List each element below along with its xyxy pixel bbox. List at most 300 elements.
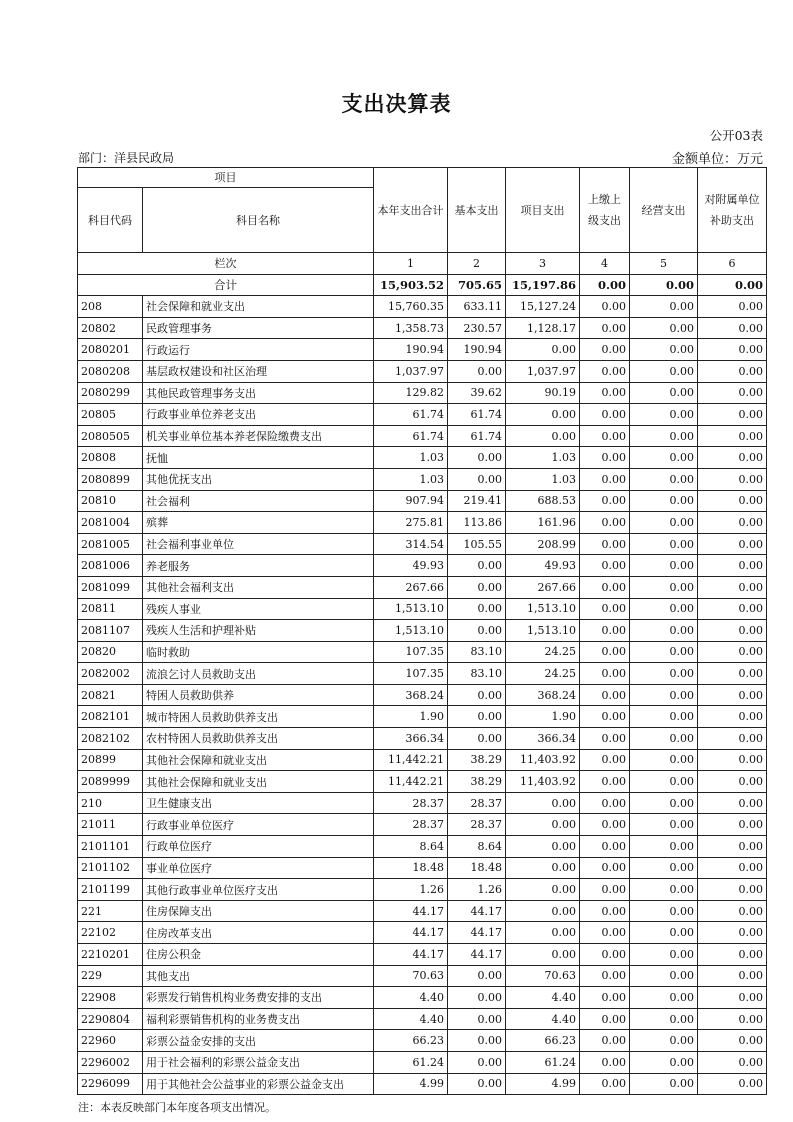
project-expenditure: 49.93 — [506, 555, 580, 577]
upper-payment: 0.00 — [580, 922, 630, 944]
header-code: 科目代码 — [78, 188, 143, 253]
business-expenditure: 0.00 — [630, 490, 698, 512]
subject-name: 行政事业单位养老支出 — [143, 404, 374, 426]
column-index: 3 — [506, 253, 580, 275]
project-expenditure: 0.00 — [506, 425, 580, 447]
project-expenditure: 0.00 — [506, 879, 580, 901]
subsidy-expenditure: 0.00 — [698, 944, 767, 966]
subject-name: 其他支出 — [143, 965, 374, 987]
subsidy-expenditure: 0.00 — [698, 728, 767, 750]
subject-code: 2081099 — [78, 576, 143, 598]
subsidy-expenditure: 0.00 — [698, 663, 767, 685]
total-expenditure: 44.17 — [374, 922, 448, 944]
project-expenditure: 1,128.17 — [506, 317, 580, 339]
subject-name: 抚恤 — [143, 447, 374, 469]
total-expenditure: 49.93 — [374, 555, 448, 577]
project-expenditure: 366.34 — [506, 728, 580, 750]
header-item: 项目 — [78, 168, 374, 188]
column-index: 6 — [698, 253, 767, 275]
upper-payment: 0.00 — [580, 1073, 630, 1095]
table-row — [78, 360, 767, 382]
subject-code: 210 — [78, 792, 143, 814]
upper-payment: 0.00 — [580, 512, 630, 534]
basic-expenditure: 0.00 — [448, 555, 506, 577]
total-expenditure: 4.40 — [374, 987, 448, 1009]
upper-payment: 0.00 — [580, 425, 630, 447]
project-expenditure: 1,513.10 — [506, 620, 580, 642]
basic-expenditure: 190.94 — [448, 339, 506, 361]
upper-payment: 0.00 — [580, 987, 630, 1009]
upper-payment: 0.00 — [580, 468, 630, 490]
business-expenditure: 0.00 — [630, 1051, 698, 1073]
business-expenditure: 0.00 — [630, 296, 698, 318]
upper-payment: 0.00 — [580, 490, 630, 512]
basic-expenditure: 0.00 — [448, 1008, 506, 1030]
subsidy-expenditure: 0.00 — [698, 296, 767, 318]
basic-expenditure: 28.37 — [448, 814, 506, 836]
total-label: 合计 — [78, 274, 374, 296]
subsidy-expenditure: 0.00 — [698, 1051, 767, 1073]
basic-expenditure: 83.10 — [448, 663, 506, 685]
total-expenditure: 1,358.73 — [374, 317, 448, 339]
subsidy-expenditure: 0.00 — [698, 814, 767, 836]
subsidy-expenditure: 0.00 — [698, 512, 767, 534]
subject-code: 2080208 — [78, 360, 143, 382]
table-row — [78, 468, 767, 490]
business-expenditure: 0.00 — [630, 1030, 698, 1052]
table-row — [78, 1030, 767, 1052]
table-row — [78, 663, 767, 685]
business-expenditure: 0.00 — [630, 857, 698, 879]
column-index: 5 — [630, 253, 698, 275]
basic-expenditure: 44.17 — [448, 922, 506, 944]
table-row — [78, 900, 767, 922]
total-value: 15,903.52 — [374, 274, 448, 296]
header-upper: 上缴上级支出 — [580, 168, 630, 253]
total-expenditure: 15,760.35 — [374, 296, 448, 318]
total-expenditure: 11,442.21 — [374, 749, 448, 771]
table-row — [78, 944, 767, 966]
table-row — [78, 512, 767, 534]
total-expenditure: 314.54 — [374, 533, 448, 555]
upper-payment: 0.00 — [580, 749, 630, 771]
upper-payment: 0.00 — [580, 836, 630, 858]
table-row — [78, 771, 767, 793]
project-expenditure: 0.00 — [506, 900, 580, 922]
basic-expenditure: 38.29 — [448, 749, 506, 771]
subject-code: 20805 — [78, 404, 143, 426]
subject-code: 22960 — [78, 1030, 143, 1052]
project-expenditure: 4.40 — [506, 987, 580, 1009]
table-row — [78, 425, 767, 447]
subject-code: 2101102 — [78, 857, 143, 879]
basic-expenditure: 0.00 — [448, 1051, 506, 1073]
business-expenditure: 0.00 — [630, 382, 698, 404]
business-expenditure: 0.00 — [630, 749, 698, 771]
subject-code: 2081006 — [78, 555, 143, 577]
business-expenditure: 0.00 — [630, 944, 698, 966]
table-row — [78, 447, 767, 469]
subsidy-expenditure: 0.00 — [698, 900, 767, 922]
upper-payment: 0.00 — [580, 598, 630, 620]
project-expenditure: 267.66 — [506, 576, 580, 598]
upper-payment: 0.00 — [580, 382, 630, 404]
total-expenditure: 1.03 — [374, 447, 448, 469]
table-row — [78, 576, 767, 598]
subject-code: 2101101 — [78, 836, 143, 858]
business-expenditure: 0.00 — [630, 900, 698, 922]
table-row — [78, 814, 767, 836]
subsidy-expenditure: 0.00 — [698, 771, 767, 793]
table-row — [78, 382, 767, 404]
business-expenditure: 0.00 — [630, 447, 698, 469]
total-expenditure: 44.17 — [374, 900, 448, 922]
subject-name: 社会保障和就业支出 — [143, 296, 374, 318]
subsidy-expenditure: 0.00 — [698, 857, 767, 879]
project-expenditure: 0.00 — [506, 922, 580, 944]
project-expenditure: 1,513.10 — [506, 598, 580, 620]
upper-payment: 0.00 — [580, 317, 630, 339]
total-expenditure: 1,513.10 — [374, 620, 448, 642]
project-expenditure: 688.53 — [506, 490, 580, 512]
basic-expenditure: 18.48 — [448, 857, 506, 879]
project-expenditure: 1.90 — [506, 706, 580, 728]
upper-payment: 0.00 — [580, 641, 630, 663]
subject-name: 城市特困人员救助供养支出 — [143, 706, 374, 728]
subject-code: 20811 — [78, 598, 143, 620]
business-expenditure: 0.00 — [630, 836, 698, 858]
upper-payment: 0.00 — [580, 339, 630, 361]
subject-name: 养老服务 — [143, 555, 374, 577]
table-row — [78, 490, 767, 512]
upper-payment: 0.00 — [580, 1008, 630, 1030]
basic-expenditure: 39.62 — [448, 382, 506, 404]
total-expenditure: 66.23 — [374, 1030, 448, 1052]
project-expenditure: 61.24 — [506, 1051, 580, 1073]
subsidy-expenditure: 0.00 — [698, 339, 767, 361]
subject-code: 2210201 — [78, 944, 143, 966]
total-expenditure: 107.35 — [374, 663, 448, 685]
basic-expenditure: 113.86 — [448, 512, 506, 534]
table-row — [78, 728, 767, 750]
total-expenditure: 11,442.21 — [374, 771, 448, 793]
project-expenditure: 4.99 — [506, 1073, 580, 1095]
total-expenditure: 129.82 — [374, 382, 448, 404]
subsidy-expenditure: 0.00 — [698, 620, 767, 642]
table-row — [78, 922, 767, 944]
total-value: 15,197.86 — [506, 274, 580, 296]
upper-payment: 0.00 — [580, 879, 630, 901]
subject-name: 行政事业单位医疗 — [143, 814, 374, 836]
project-expenditure: 0.00 — [506, 857, 580, 879]
business-expenditure: 0.00 — [630, 1073, 698, 1095]
total-expenditure: 61.74 — [374, 404, 448, 426]
table-row — [78, 533, 767, 555]
table-row — [78, 1008, 767, 1030]
subject-code: 20899 — [78, 749, 143, 771]
upper-payment: 0.00 — [580, 706, 630, 728]
column-index-label: 栏次 — [78, 253, 374, 275]
subject-name: 社会福利事业单位 — [143, 533, 374, 555]
subject-code: 229 — [78, 965, 143, 987]
subject-code: 2296002 — [78, 1051, 143, 1073]
project-expenditure: 0.00 — [506, 792, 580, 814]
business-expenditure: 0.00 — [630, 663, 698, 685]
basic-expenditure: 8.64 — [448, 836, 506, 858]
business-expenditure: 0.00 — [630, 706, 698, 728]
total-expenditure: 907.94 — [374, 490, 448, 512]
subject-name: 机关事业单位基本养老保险缴费支出 — [143, 425, 374, 447]
subject-name: 行政单位医疗 — [143, 836, 374, 858]
basic-expenditure: 61.74 — [448, 404, 506, 426]
upper-payment: 0.00 — [580, 814, 630, 836]
total-expenditure: 1.90 — [374, 706, 448, 728]
total-expenditure: 18.48 — [374, 857, 448, 879]
total-expenditure: 70.63 — [374, 965, 448, 987]
subject-name: 卫生健康支出 — [143, 792, 374, 814]
subject-name: 其他行政事业单位医疗支出 — [143, 879, 374, 901]
subject-code: 20820 — [78, 641, 143, 663]
upper-payment: 0.00 — [580, 944, 630, 966]
subject-code: 2081005 — [78, 533, 143, 555]
subject-code: 2080299 — [78, 382, 143, 404]
column-index: 2 — [448, 253, 506, 275]
subject-name: 残疾人事业 — [143, 598, 374, 620]
subject-name: 彩票发行销售机构业务费安排的支出 — [143, 987, 374, 1009]
total-value: 0.00 — [698, 274, 767, 296]
table-row — [78, 965, 767, 987]
subject-name: 住房保障支出 — [143, 900, 374, 922]
upper-payment: 0.00 — [580, 900, 630, 922]
business-expenditure: 0.00 — [630, 404, 698, 426]
basic-expenditure: 0.00 — [448, 447, 506, 469]
subject-code: 20821 — [78, 684, 143, 706]
upper-payment: 0.00 — [580, 360, 630, 382]
total-expenditure: 28.37 — [374, 792, 448, 814]
footnote: 注：本表反映部门本年度各项支出情况。 — [78, 1101, 276, 1114]
subsidy-expenditure: 0.00 — [698, 836, 767, 858]
table-row — [78, 879, 767, 901]
basic-expenditure: 105.55 — [448, 533, 506, 555]
upper-payment: 0.00 — [580, 1030, 630, 1052]
subsidy-expenditure: 0.00 — [698, 1008, 767, 1030]
column-index: 1 — [374, 253, 448, 275]
subject-code: 2080201 — [78, 339, 143, 361]
project-expenditure: 90.19 — [506, 382, 580, 404]
business-expenditure: 0.00 — [630, 922, 698, 944]
total-expenditure: 8.64 — [374, 836, 448, 858]
total-value: 705.65 — [448, 274, 506, 296]
total-expenditure: 190.94 — [374, 339, 448, 361]
basic-expenditure: 0.00 — [448, 684, 506, 706]
project-expenditure: 161.96 — [506, 512, 580, 534]
basic-expenditure: 61.74 — [448, 425, 506, 447]
subject-code: 2081107 — [78, 620, 143, 642]
subject-name: 住房公积金 — [143, 944, 374, 966]
subject-name: 用于其他社会公益事业的彩票公益金支出 — [143, 1073, 374, 1095]
basic-expenditure: 0.00 — [448, 598, 506, 620]
subsidy-expenditure: 0.00 — [698, 576, 767, 598]
upper-payment: 0.00 — [580, 857, 630, 879]
business-expenditure: 0.00 — [630, 512, 698, 534]
upper-payment: 0.00 — [580, 533, 630, 555]
subsidy-expenditure: 0.00 — [698, 1073, 767, 1095]
upper-payment: 0.00 — [580, 728, 630, 750]
subject-code: 2089999 — [78, 771, 143, 793]
subject-code: 208 — [78, 296, 143, 318]
business-expenditure: 0.00 — [630, 425, 698, 447]
upper-payment: 0.00 — [580, 576, 630, 598]
basic-expenditure: 0.00 — [448, 576, 506, 598]
subject-code: 22908 — [78, 987, 143, 1009]
subsidy-expenditure: 0.00 — [698, 425, 767, 447]
total-expenditure: 275.81 — [374, 512, 448, 534]
upper-payment: 0.00 — [580, 1051, 630, 1073]
upper-payment: 0.00 — [580, 771, 630, 793]
project-expenditure: 66.23 — [506, 1030, 580, 1052]
project-expenditure: 0.00 — [506, 339, 580, 361]
upper-payment: 0.00 — [580, 663, 630, 685]
business-expenditure: 0.00 — [630, 317, 698, 339]
form-number: 公开03表 — [709, 128, 763, 143]
subsidy-expenditure: 0.00 — [698, 404, 767, 426]
basic-expenditure: 0.00 — [448, 987, 506, 1009]
subsidy-expenditure: 0.00 — [698, 555, 767, 577]
total-value: 0.00 — [580, 274, 630, 296]
subject-code: 221 — [78, 900, 143, 922]
subject-name: 其他民政管理事务支出 — [143, 382, 374, 404]
upper-payment: 0.00 — [580, 684, 630, 706]
table-row — [78, 620, 767, 642]
subject-name: 民政管理事务 — [143, 317, 374, 339]
subsidy-expenditure: 0.00 — [698, 684, 767, 706]
total-expenditure: 267.66 — [374, 576, 448, 598]
subject-code: 20808 — [78, 447, 143, 469]
business-expenditure: 0.00 — [630, 1008, 698, 1030]
header-project: 项目支出 — [506, 168, 580, 253]
business-expenditure: 0.00 — [630, 360, 698, 382]
project-expenditure: 208.99 — [506, 533, 580, 555]
business-expenditure: 0.00 — [630, 641, 698, 663]
table-row — [78, 1051, 767, 1073]
subject-name: 残疾人生活和护理补贴 — [143, 620, 374, 642]
business-expenditure: 0.00 — [630, 620, 698, 642]
subsidy-expenditure: 0.00 — [698, 382, 767, 404]
subsidy-expenditure: 0.00 — [698, 749, 767, 771]
subject-name: 福利彩票销售机构的业务费支出 — [143, 1008, 374, 1030]
basic-expenditure: 28.37 — [448, 792, 506, 814]
subsidy-expenditure: 0.00 — [698, 468, 767, 490]
business-expenditure: 0.00 — [630, 533, 698, 555]
table-row — [78, 296, 767, 318]
column-index: 4 — [580, 253, 630, 275]
subject-name: 住房改革支出 — [143, 922, 374, 944]
basic-expenditure: 0.00 — [448, 1030, 506, 1052]
business-expenditure: 0.00 — [630, 728, 698, 750]
table-row — [78, 339, 767, 361]
basic-expenditure: 83.10 — [448, 641, 506, 663]
project-expenditure: 70.63 — [506, 965, 580, 987]
basic-expenditure: 0.00 — [448, 620, 506, 642]
table-row — [78, 641, 767, 663]
basic-expenditure: 44.17 — [448, 900, 506, 922]
header-basic: 基本支出 — [448, 168, 506, 253]
subject-name: 基层政权建设和社区治理 — [143, 360, 374, 382]
project-expenditure: 1.03 — [506, 447, 580, 469]
subject-code: 2080899 — [78, 468, 143, 490]
expenditure-table — [77, 167, 767, 1095]
subject-code: 20802 — [78, 317, 143, 339]
project-expenditure: 0.00 — [506, 404, 580, 426]
total-row — [78, 274, 767, 296]
project-expenditure: 11,403.92 — [506, 749, 580, 771]
project-expenditure: 0.00 — [506, 836, 580, 858]
table-row — [78, 317, 767, 339]
business-expenditure: 0.00 — [630, 468, 698, 490]
project-expenditure: 368.24 — [506, 684, 580, 706]
subject-code: 2082101 — [78, 706, 143, 728]
table-row — [78, 792, 767, 814]
business-expenditure: 0.00 — [630, 771, 698, 793]
basic-expenditure: 219.41 — [448, 490, 506, 512]
subject-name: 殡葬 — [143, 512, 374, 534]
table-row — [78, 555, 767, 577]
header-name: 科目名称 — [143, 188, 374, 253]
subject-name: 其他社会保障和就业支出 — [143, 771, 374, 793]
subsidy-expenditure: 0.00 — [698, 965, 767, 987]
business-expenditure: 0.00 — [630, 814, 698, 836]
header-business: 经营支出 — [630, 168, 698, 253]
table-row — [78, 404, 767, 426]
subject-name: 其他优抚支出 — [143, 468, 374, 490]
basic-expenditure: 1.26 — [448, 879, 506, 901]
business-expenditure: 0.00 — [630, 879, 698, 901]
subject-code: 2296099 — [78, 1073, 143, 1095]
project-expenditure: 24.25 — [506, 641, 580, 663]
basic-expenditure: 0.00 — [448, 965, 506, 987]
subject-name: 临时救助 — [143, 641, 374, 663]
business-expenditure: 0.00 — [630, 339, 698, 361]
table-row — [78, 684, 767, 706]
header-total: 本年支出合计 — [374, 168, 448, 253]
upper-payment: 0.00 — [580, 447, 630, 469]
basic-expenditure: 38.29 — [448, 771, 506, 793]
total-expenditure: 107.35 — [374, 641, 448, 663]
subject-code: 2101199 — [78, 879, 143, 901]
subsidy-expenditure: 0.00 — [698, 706, 767, 728]
project-expenditure: 0.00 — [506, 814, 580, 836]
subsidy-expenditure: 0.00 — [698, 1030, 767, 1052]
subject-name: 其他社会福利支出 — [143, 576, 374, 598]
total-expenditure: 4.99 — [374, 1073, 448, 1095]
subsidy-expenditure: 0.00 — [698, 641, 767, 663]
business-expenditure: 0.00 — [630, 555, 698, 577]
subsidy-expenditure: 0.00 — [698, 360, 767, 382]
subsidy-expenditure: 0.00 — [698, 598, 767, 620]
subject-name: 行政运行 — [143, 339, 374, 361]
subject-name: 流浪乞讨人员救助支出 — [143, 663, 374, 685]
table-row — [78, 598, 767, 620]
subject-name: 其他社会保障和就业支出 — [143, 749, 374, 771]
total-expenditure: 61.74 — [374, 425, 448, 447]
subsidy-expenditure: 0.00 — [698, 792, 767, 814]
total-expenditure: 368.24 — [374, 684, 448, 706]
upper-payment: 0.00 — [580, 404, 630, 426]
subject-code: 2081004 — [78, 512, 143, 534]
total-expenditure: 1,037.97 — [374, 360, 448, 382]
basic-expenditure: 0.00 — [448, 728, 506, 750]
basic-expenditure: 0.00 — [448, 468, 506, 490]
